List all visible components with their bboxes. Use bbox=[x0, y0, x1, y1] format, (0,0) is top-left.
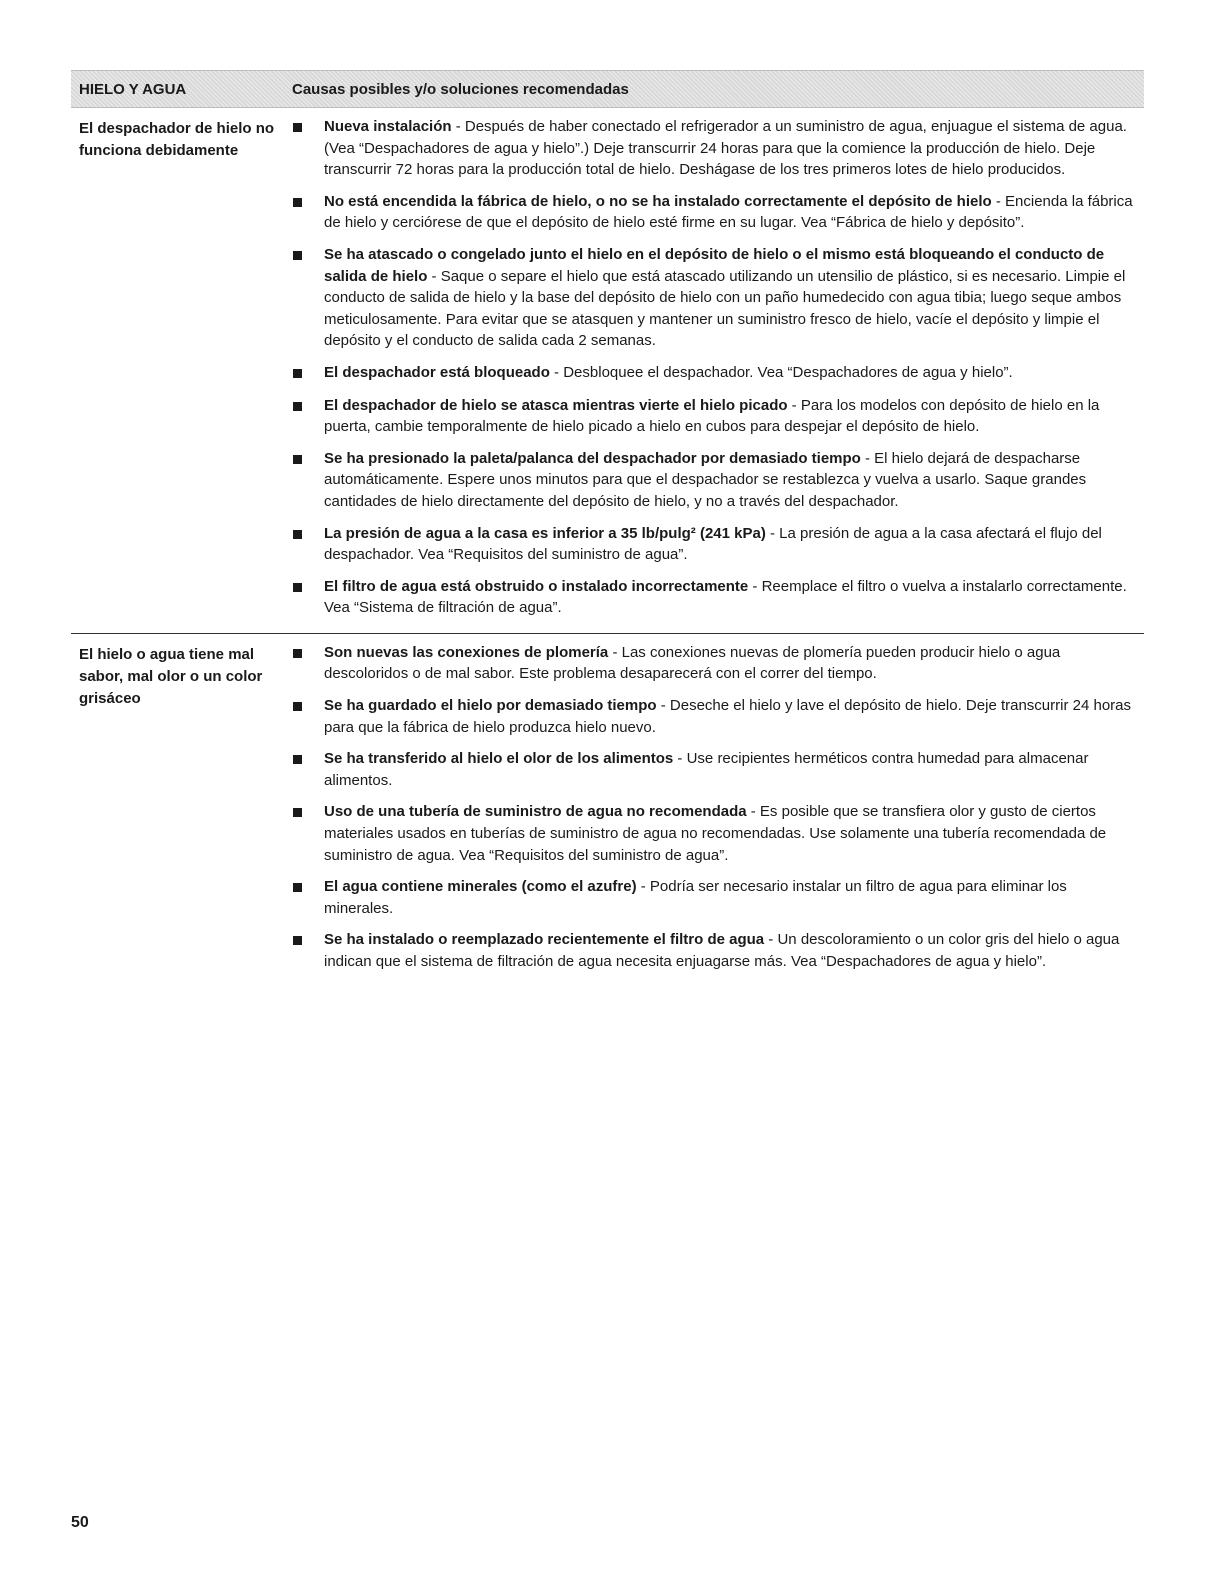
problem-section bbox=[71, 633, 1144, 983]
cause-item bbox=[286, 801, 1144, 866]
square-bullet-icon bbox=[286, 191, 324, 234]
cause-text bbox=[324, 642, 1144, 685]
table-body bbox=[71, 108, 1144, 983]
cause-title: Se ha presionado la paleta/palanca del despachador por demasiado tiempo bbox=[324, 449, 861, 467]
header-causes: Causas posibles y/o soluciones recomendadas bbox=[292, 80, 629, 98]
cause-solution: - Encienda la fábrica de hielo y cerciórese de que el depósito de hielo esté firme en su lugar. Vea “Fábrica de hielo y depósito”. bbox=[324, 192, 1133, 232]
cause-text bbox=[324, 523, 1144, 566]
causes-list bbox=[286, 116, 1144, 629]
causes-list bbox=[286, 642, 1144, 983]
cause-title: Uso de una tubería de suministro de agua no recomendada bbox=[324, 803, 747, 821]
cause-item bbox=[286, 362, 1144, 385]
cause-text bbox=[324, 801, 1144, 866]
cause-title: Se ha atascado o congelado junto el hielo en el depósito de hielo o el mismo está bloqueando el conducto de salida de hielo bbox=[324, 245, 1105, 285]
cause-solution: - Deseche el hielo y lave el depósito de hielo. Deje transcurrir 24 horas para que la fábrica de hielo produzca hielo nuevo. bbox=[324, 697, 1131, 736]
cause-text bbox=[324, 876, 1144, 919]
cause-solution: - Saque o separe el hielo que está atascado utilizando un utensilio de plástico, si es necesario. Limpie el conducto de salida de hielo y la base del depósito de hielo con un paño humedecido con agua tibia; luego seque ambos meticulosamente. Para evitar que se atasquen y mantener un suministro fresco de hielo, vacíe el depósito y limpie el depósito y el conducto de salida cada 2 semanas. bbox=[324, 267, 1126, 350]
problem-title: El despachador de hielo no funciona debidamente bbox=[79, 120, 275, 159]
header-category: HIELO Y AGUA bbox=[79, 80, 187, 98]
cause-text bbox=[324, 244, 1144, 352]
cause-text bbox=[324, 191, 1144, 234]
square-bullet-icon bbox=[286, 523, 324, 566]
square-bullet-icon bbox=[286, 395, 324, 438]
square-bullet-icon bbox=[286, 876, 324, 919]
cause-solution: - Para los modelos con depósito de hielo en la puerta, cambie temporalmente de hielo picado a hielo en cubos para despejar el depósito de hielo. bbox=[324, 396, 1100, 436]
square-bullet-icon bbox=[286, 642, 324, 685]
cause-solution: - La presión de agua a la casa afectará el flujo del despachador. Vea “Requisitos del suministro de agua”. bbox=[324, 524, 1102, 564]
cause-item bbox=[286, 876, 1144, 919]
cause-item bbox=[286, 448, 1144, 513]
square-bullet-icon bbox=[286, 695, 324, 738]
cause-item bbox=[286, 748, 1144, 791]
cause-title: El agua contiene minerales (como el azufre) bbox=[324, 878, 637, 896]
cause-text bbox=[324, 929, 1144, 972]
page-number: 50 bbox=[71, 1514, 89, 1531]
cause-solution: - Desbloquee el despachador. Vea “Despachadores de agua y hielo”. bbox=[549, 363, 1013, 381]
cause-title: No está encendida la fábrica de hielo, o no se ha instalado correctamente el depósito de hielo bbox=[324, 192, 992, 210]
square-bullet-icon bbox=[286, 448, 324, 513]
cause-title: Se ha transferido al hielo el olor de los alimentos bbox=[324, 750, 674, 768]
cause-title: El despachador de hielo se atasca mientras vierte el hielo picado bbox=[324, 396, 788, 414]
cause-solution: - El hielo dejará de despacharse automáticamente. Espere unos minutos para que el despachador se restablezca y vuelva a usarlo. Saque grandes cantidades de hielo directamente del depósito de hielo, y no a través del despachador. bbox=[324, 449, 1087, 510]
cause-text bbox=[324, 695, 1144, 738]
square-bullet-icon bbox=[286, 116, 324, 181]
cause-text bbox=[324, 576, 1144, 619]
square-bullet-icon bbox=[286, 801, 324, 866]
cause-item bbox=[286, 523, 1144, 566]
problem-title: El hielo o agua tiene mal sabor, mal olor o un color grisáceo bbox=[79, 645, 263, 707]
cause-text bbox=[324, 395, 1144, 438]
square-bullet-icon bbox=[286, 244, 324, 352]
table-header bbox=[71, 70, 1144, 108]
cause-text bbox=[324, 362, 1144, 385]
cause-solution: - Use recipientes herméticos contra humedad para almacenar alimentos. bbox=[324, 750, 1089, 789]
troubleshooting-table bbox=[71, 70, 1144, 983]
cause-text bbox=[324, 748, 1144, 791]
cause-item bbox=[286, 642, 1144, 685]
cause-solution: - Después de haber conectado el refrigerador a un suministro de agua, enjuague el sistema de agua. (Vea “Despachadores de agua y hielo”.) Deje transcurrir 24 horas para que la comience la producción de hielo. Deje transcurrir 72 horas para la producción total de hielo. Deshágase de los tres primeros lotes de hielo producidos. bbox=[324, 118, 1127, 179]
cause-solution: - Las conexiones nuevas de plomería pueden producir hielo o agua descoloridos o de mal sabor. Este problema desaparecerá con el correr del tiempo. bbox=[324, 643, 1061, 683]
cause-title: El despachador está bloqueado bbox=[324, 363, 550, 381]
problem-section bbox=[71, 108, 1144, 629]
cause-solution: - Es posible que se transfiera olor y gusto de ciertos materiales usados en tuberías de suministro de agua no recomendadas. Use solamente una tubería recomendada de suministro de agua. Vea “Requisitos del suministro de agua”. bbox=[324, 803, 1107, 864]
cause-title: Nueva instalación bbox=[324, 118, 452, 135]
square-bullet-icon bbox=[286, 748, 324, 791]
cause-item bbox=[286, 695, 1144, 738]
cause-text bbox=[324, 448, 1144, 513]
cause-item bbox=[286, 576, 1144, 619]
cause-title: El filtro de agua está obstruido o instalado incorrectamente bbox=[324, 577, 749, 595]
cause-title: Se ha guardado el hielo por demasiado tiempo bbox=[324, 697, 657, 715]
cause-item bbox=[286, 929, 1144, 972]
cause-title: La presión de agua a la casa es inferior a 35 lb/pulg² (241 kPa) bbox=[324, 524, 766, 542]
cause-item bbox=[286, 395, 1144, 438]
cause-item bbox=[286, 244, 1144, 352]
square-bullet-icon bbox=[286, 576, 324, 619]
square-bullet-icon bbox=[286, 362, 324, 385]
cause-solution: - Un descoloramiento o un color gris del hielo o agua indican que el sistema de filtración de agua necesita enjuagarse más. Vea “Despachadores de agua y hielo”. bbox=[324, 931, 1120, 970]
cause-item bbox=[286, 191, 1144, 234]
square-bullet-icon bbox=[286, 929, 324, 972]
cause-title: Se ha instalado o reemplazado recientemente el filtro de agua bbox=[324, 931, 765, 949]
cause-solution: - Reemplace el filtro o vuelva a instalarlo correctamente. Vea “Sistema de filtración de agua”. bbox=[324, 577, 1127, 617]
cause-text bbox=[324, 116, 1144, 181]
cause-title: Son nuevas las conexiones de plomería bbox=[324, 643, 609, 661]
cause-item bbox=[286, 116, 1144, 181]
cause-solution: - Podría ser necesario instalar un filtro de agua para eliminar los minerales. bbox=[324, 878, 1067, 917]
